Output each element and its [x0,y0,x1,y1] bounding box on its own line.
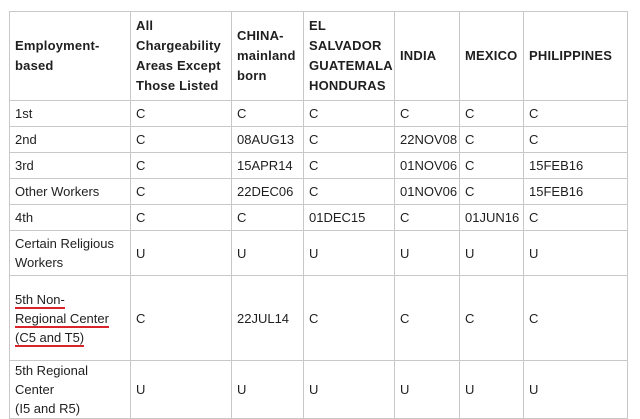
row-label: 4th [10,205,131,231]
cell-china: U [232,361,304,419]
cell-china: 22JUL14 [232,276,304,361]
visa-bulletin-table [9,11,628,419]
cell-el-salvador: C [304,127,395,153]
cell-india: 22NOV08 [395,127,460,153]
cell-china: C [232,101,304,127]
cell-india: 01NOV06 [395,179,460,205]
row-label-line: 5th Non- [15,291,65,307]
cell-all-chargeability: C [131,127,232,153]
cell-china: 08AUG13 [232,127,304,153]
table-row-5th-regional-center [10,361,628,419]
cell-china: U [232,231,304,276]
cell-el-salvador: 01DEC15 [304,205,395,231]
cell-mexico: C [460,127,524,153]
cell-china: C [232,205,304,231]
table-row-5th-non-regional-center [10,276,628,361]
cell-china: 22DEC06 [232,179,304,205]
cell-all-chargeability: C [131,205,232,231]
row-label: 2nd [10,127,131,153]
cell-philippines: U [524,231,628,276]
header-mexico: MEXICO [460,12,524,101]
cell-el-salvador: C [304,153,395,179]
cell-china: 15APR14 [232,153,304,179]
cell-el-salvador: U [304,361,395,419]
row-label: 3rd [10,153,131,179]
row-label-highlighted [10,276,131,361]
cell-india: 01NOV06 [395,153,460,179]
table-header-row [10,12,628,101]
header-all-chargeability: All Chargeability Areas Except Those Listed [131,12,232,101]
cell-philippines: U [524,361,628,419]
cell-all-chargeability: C [131,179,232,205]
row-label: Other Workers [10,179,131,205]
row-label: Certain Religious Workers [10,231,131,276]
header-philippines: PHILIPPINES [524,12,628,101]
header-el-salvador-guatemala-honduras: EL SALVADOR GUATEMALA HONDURAS [304,12,395,101]
cell-all-chargeability: C [131,276,232,361]
table-row-other-workers [10,179,628,205]
cell-all-chargeability: U [131,361,232,419]
cell-mexico: C [460,153,524,179]
cell-india: C [395,205,460,231]
cell-all-chargeability: C [131,153,232,179]
row-label: 5th Regional Center (I5 and R5) [10,361,131,419]
cell-india: U [395,231,460,276]
cell-india: C [395,101,460,127]
table-row-2nd [10,127,628,153]
cell-philippines: 15FEB16 [524,179,628,205]
cell-mexico: 01JUN16 [460,205,524,231]
header-china: CHINA- mainland born [232,12,304,101]
row-label: 1st [10,101,131,127]
cell-philippines: C [524,205,628,231]
table-row-3rd [10,153,628,179]
row-label-line: Regional Center [15,310,109,326]
table-row-1st [10,101,628,127]
cell-mexico: U [460,231,524,276]
row-label-line: (C5 and T5) [15,329,85,345]
cell-philippines: C [524,101,628,127]
cell-mexico: C [460,179,524,205]
cell-mexico: C [460,101,524,127]
cell-philippines: 15FEB16 [524,153,628,179]
table-row-4th [10,205,628,231]
cell-el-salvador: C [304,276,395,361]
cell-all-chargeability: C [131,101,232,127]
cell-india: C [395,276,460,361]
cell-mexico: U [460,361,524,419]
cell-philippines: C [524,276,628,361]
cell-philippines: C [524,127,628,153]
cell-india: U [395,361,460,419]
cell-mexico: C [460,276,524,361]
table-row-certain-religious-workers [10,231,628,276]
header-employment-based: Employment- based [10,12,131,101]
cell-all-chargeability: U [131,231,232,276]
cell-el-salvador: U [304,231,395,276]
visa-bulletin-table-frame [9,11,628,419]
cell-el-salvador: C [304,179,395,205]
cell-el-salvador: C [304,101,395,127]
header-india: INDIA [395,12,460,101]
